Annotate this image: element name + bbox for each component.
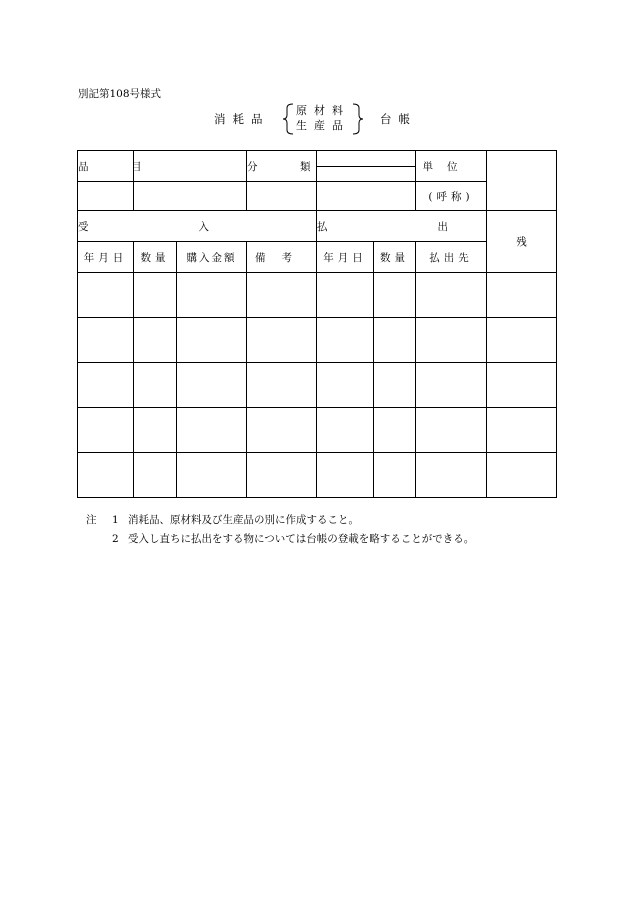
notes [86,511,474,549]
table-row [78,453,557,498]
col-remarks: 備考 [247,242,317,273]
table-row [78,363,557,408]
notes-prefix: 注 [86,514,97,526]
note-text: 消耗品、原材料及び生産品の別に作成すること。 [128,514,359,526]
note-2 [86,530,474,549]
designation-label: (呼称) [416,182,487,211]
title-stack [296,103,356,133]
category-label: 分 類 [247,151,317,182]
note-number: 2 [112,533,119,545]
col-date-out: 年月日 [317,242,374,273]
item-name-label: 品 目 [78,151,134,182]
ledger-title [0,103,630,135]
ledger-table [77,150,557,498]
form-number: 別記第108号様式 [78,88,162,100]
category-field[interactable] [317,151,416,182]
note-1 [86,511,474,530]
unit-field[interactable] [487,151,557,211]
title-raw-materials: 原材料 [296,104,350,117]
title-products: 生産品 [296,119,350,132]
balance-header: 残 [487,211,557,273]
note-text: 受入し直ちに払出をする物については台帳の登載を略することができる。 [128,533,475,545]
note-number: 1 [112,514,119,526]
col-recipient: 払出先 [416,242,487,273]
col-qty-out: 数量 [374,242,416,273]
title-ledger: 台帳 [380,112,417,126]
item-name-label-cont [78,182,134,211]
disbursement-header: 払出 [317,211,487,242]
title-consumables: 消耗品 [214,112,270,126]
col-purchase-amount: 購入金額 [177,242,247,273]
table-row [78,408,557,453]
table-row [78,273,557,318]
col-date-in: 年月日 [78,242,134,273]
unit-label: 単位 [416,151,487,182]
table-row [78,318,557,363]
receipt-header: 受入 [78,211,317,242]
col-qty-in: 数量 [134,242,177,273]
